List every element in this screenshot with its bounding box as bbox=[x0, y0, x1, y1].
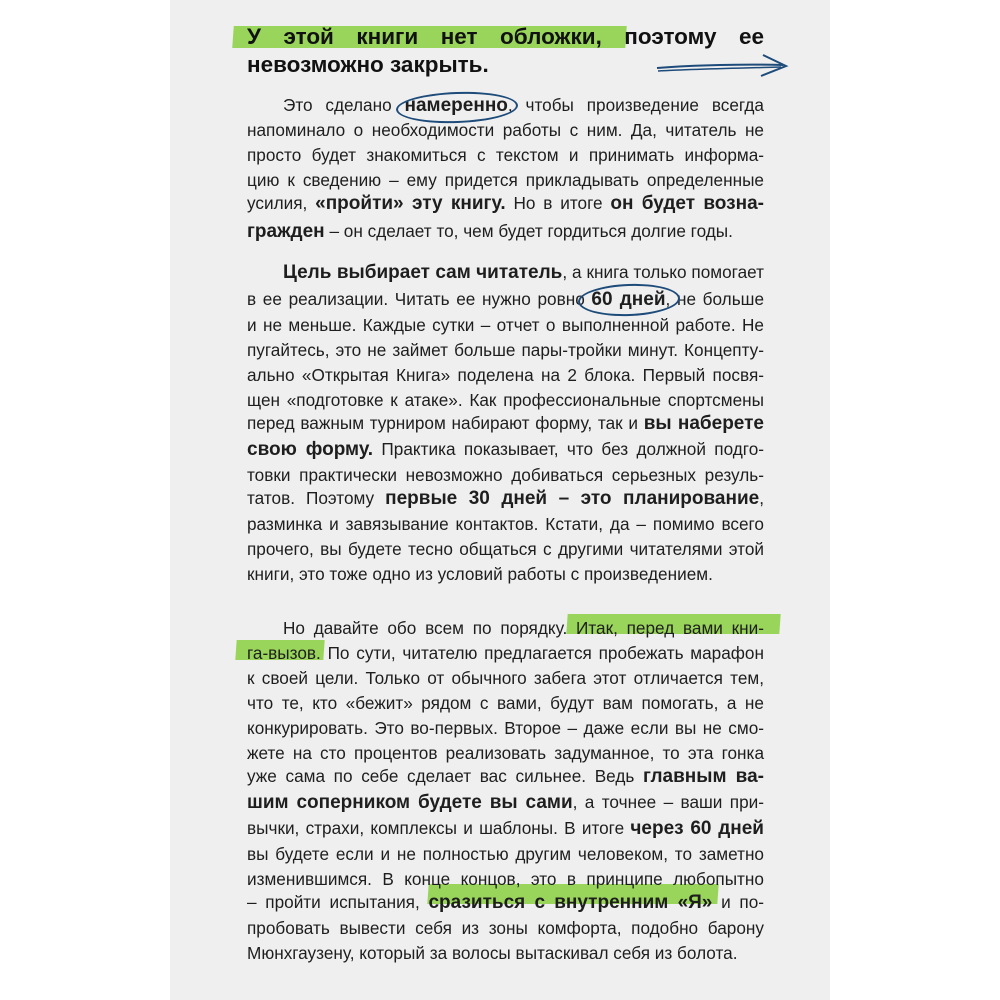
p2-line-10: татов. Поэтому первые 30 дней – это планирование, bbox=[247, 488, 764, 509]
p1-line-3: просто будет знакомиться с текстом и принимать информа- bbox=[247, 145, 764, 165]
p1-line-5: усилия, «пройти» эту книгу. Но в итоге он будет возна- bbox=[247, 193, 764, 214]
p3-line-2: га-вызов. По сути, читателю предлагается пробежать марафон bbox=[247, 643, 764, 663]
arrow-right-icon bbox=[655, 52, 790, 78]
p2-line-7: перед важным турниром набирают форму, так и вы наберете bbox=[247, 413, 764, 434]
p2-line-1: Цель выбирает сам читатель, а книга только помогает bbox=[283, 262, 764, 283]
p3-line-6: жете на сто процентов реализовать задуманное, то эта гонка bbox=[247, 743, 764, 763]
p3-line-14: Мюнхгаузену, который за волосы вытаскивал себя из болота. bbox=[247, 943, 738, 963]
p2-line-13: книги, это тоже одно из условий работы с произведением. bbox=[247, 564, 713, 584]
p2-line-6: щен «подготовке к атаке». Как профессиональные спортсмены bbox=[247, 390, 764, 410]
p2-line-4: пугайтесь, это не займет больше пары-тройки минут. Концепту- bbox=[247, 340, 764, 360]
p2-line-9: товки практически невозможно добиваться серьезных резуль- bbox=[247, 465, 764, 485]
page-title-line-1: У этой книги нет обложки, поэтому ее bbox=[247, 24, 764, 49]
p3-line-7: уже сама по себе сделает вас сильнее. Ведь главным ва- bbox=[247, 766, 764, 787]
p2-line-11: разминка и завязывание контактов. Кстати, да – помимо всего bbox=[247, 514, 764, 534]
p2-line-5: ально «Открытая Книга» поделена на 2 блока. Первый посвя- bbox=[247, 365, 764, 385]
p1-line-1: Это сделано намеренно, чтобы произведение всегда bbox=[283, 95, 764, 116]
p3-line-13: пробовать вывести себя из зоны комфорта, подобно барону bbox=[247, 918, 764, 938]
p3-line-5: конкурировать. Это во-первых. Второе – даже если вы не смо- bbox=[247, 718, 764, 738]
p3-line-1: Но давайте обо всем по порядку. Итак, перед вами кни- bbox=[283, 618, 764, 638]
p3-line-3: к своей цели. Только от обычного забега этот отличается тем, bbox=[247, 668, 764, 688]
p2-line-12: прочего, вы будете тесно общаться с другими читателями этой bbox=[247, 539, 764, 559]
p3-line-10: вы будете если и не полностью другим человеком, то заметно bbox=[247, 844, 764, 864]
p1-line-6: гражден – он сделает то, чем будет гордиться долгие годы. bbox=[247, 221, 733, 242]
p3-line-4: что те, кто «бежит» рядом с вами, будут вам помогать, а не bbox=[247, 693, 764, 713]
namerenno-word: намеренно bbox=[404, 95, 508, 116]
p3-line-8: шим соперником будете вы сами, а точнее – ваши при- bbox=[247, 792, 764, 813]
p3-line-11: изменившимся. В конце концов, это в принципе любопытно bbox=[247, 869, 764, 889]
sixty-days-word: 60 дней bbox=[591, 289, 666, 310]
p3-line-9: вычки, страхи, комплексы и шаблоны. В итоге через 60 дней bbox=[247, 818, 764, 839]
page-title-line-2: невозможно закрыть. bbox=[247, 52, 489, 77]
p1-line-4: цию к сведению – ему придется прикладывать определенные bbox=[247, 170, 764, 190]
p1-line-2: напоминало о необходимости работы с ним. Да, читатель не bbox=[247, 120, 764, 140]
p2-line-3: и не меньше. Каждые сутки – отчет о выполненной работе. Не bbox=[247, 315, 764, 335]
p2-line-2: в ее реализации. Читать ее нужно ровно 60 дней, не больше bbox=[247, 289, 765, 310]
p3-line-12: – пройти испытания, сразиться с внутренним «Я» и по- bbox=[247, 892, 764, 913]
p2-line-8: свою форму. Практика показывает, что без должной подго- bbox=[247, 439, 764, 460]
